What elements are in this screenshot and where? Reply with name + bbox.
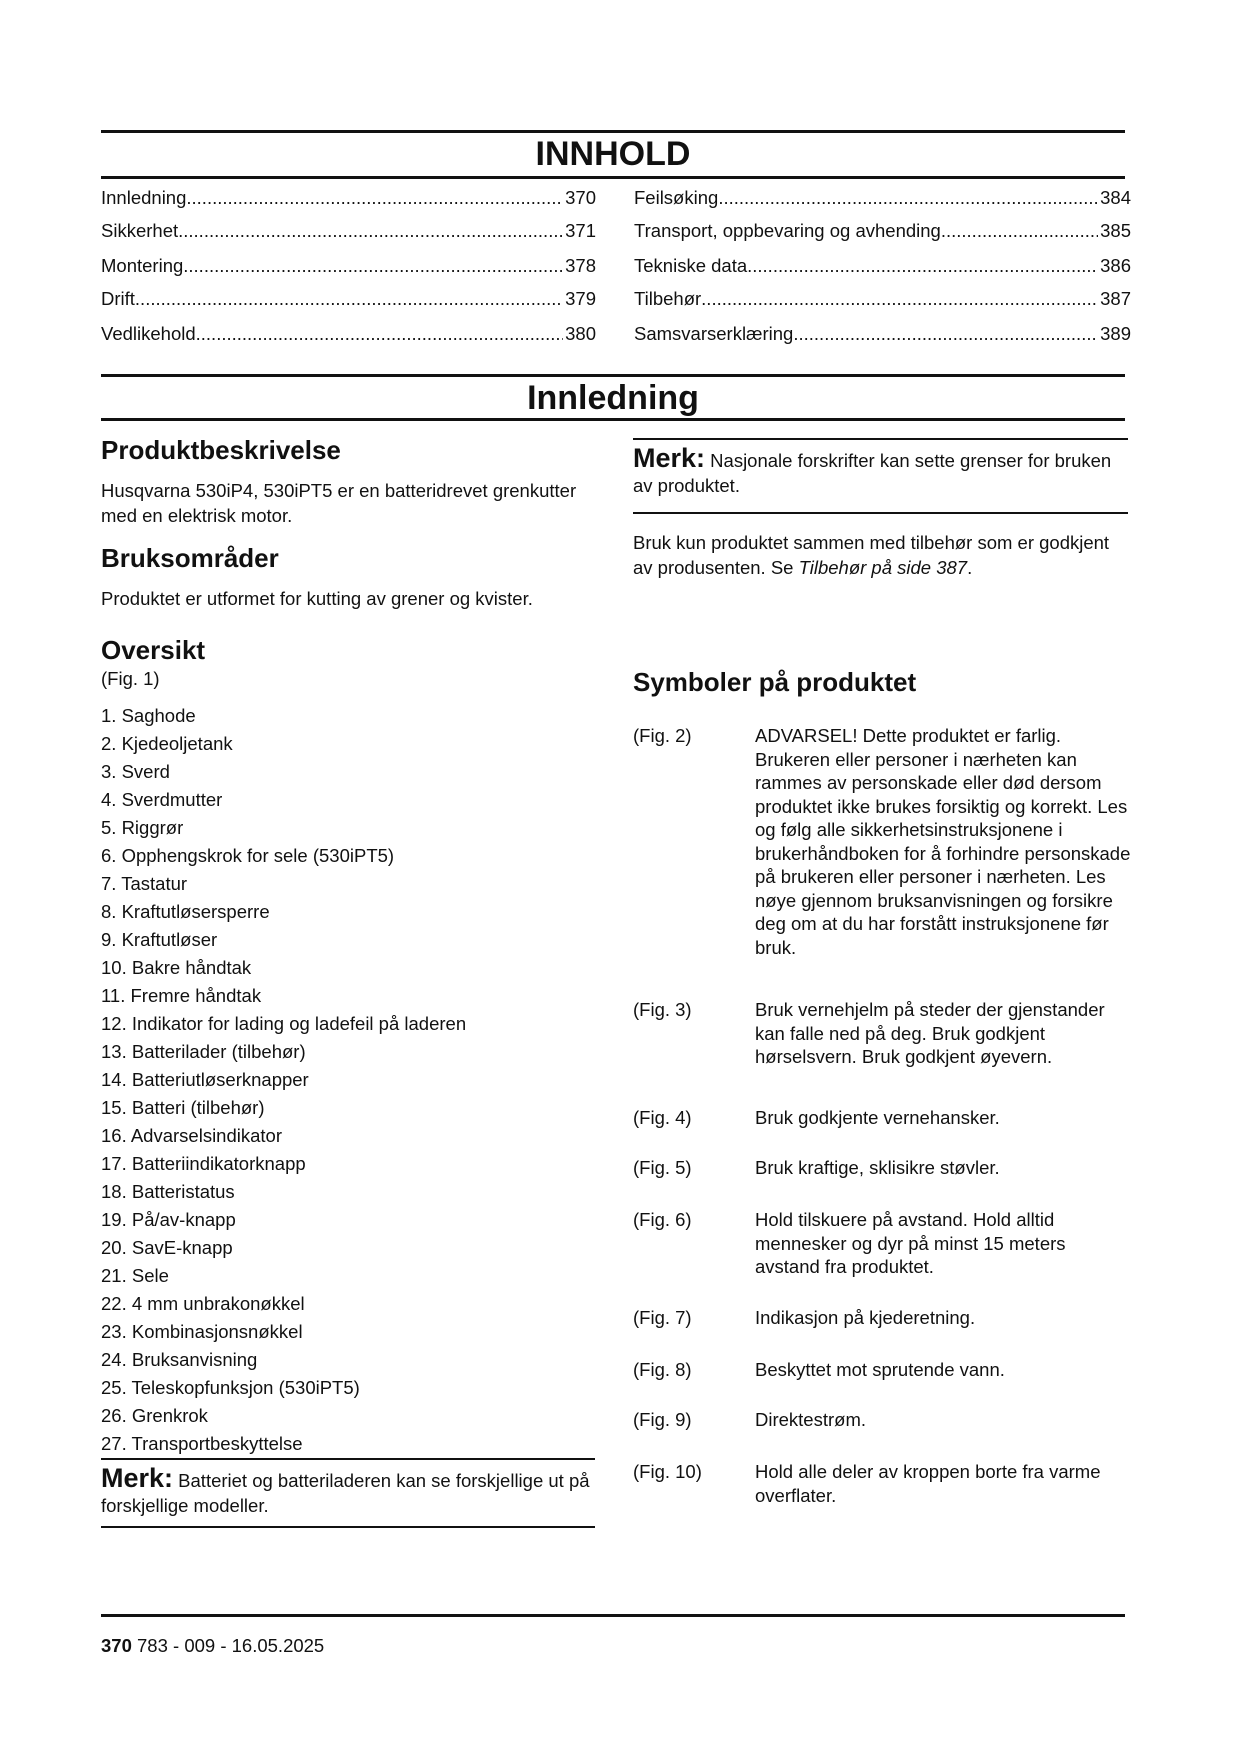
list-item: 22. 4 mm unbrakonøkkel [101,1293,305,1314]
battery-note [101,1463,595,1518]
toc-entry[interactable] [101,288,596,314]
list-item: 6. Opphengskrok for sele (530iPT5) [101,845,395,866]
toc-leader-dots [793,323,1098,345]
toc-leader-dots [178,220,563,242]
note-bottom-rule [101,1526,595,1528]
symbol-description: Bruk kraftige, sklisikre støvler. [755,1157,1000,1178]
page-footer [101,1634,324,1658]
parts-list [101,702,466,1458]
accessory-text [633,530,1128,580]
toc-entry-title: Vedlikehold [101,323,196,344]
symbol-description: Indikasjon på kjederetning. [755,1307,976,1328]
toc-entry[interactable] [634,323,1131,349]
list-item: 27. Transportbeskyttelse [101,1433,303,1454]
toc-entry-page: 387 [1100,288,1131,309]
list-item: 11. Fremre håndtak [101,985,262,1006]
toc-entry-page: 378 [565,255,596,276]
toc-leader-dots [941,220,1098,242]
toc-entry[interactable] [101,187,596,213]
toc-entry-title: Sikkerhet [101,220,179,241]
toc-entry[interactable] [634,255,1131,281]
symbol-fig-ref: (Fig. 6) [633,1209,692,1230]
list-item: 19. På/av-knapp [101,1209,236,1230]
symbol-fig-ref: (Fig. 2) [633,725,692,746]
toc-entry-page: 385 [1100,220,1131,241]
list-item: 20. SavE-knapp [101,1237,233,1258]
chapter-heading: Innledning [527,379,699,417]
list-item: 17. Batteriindikatorknapp [101,1153,306,1174]
symbol-description: Bruk vernehjelm på steder der gjenstander kan falle ned på deg. Bruk godkjent hørselsvern. Bruk godkjent øyevern. [755,999,1105,1067]
toc-entry-title: Transport, oppbevaring og avhending [634,220,941,241]
note-label: Merk: [633,443,706,473]
product-description-text: Husqvarna 530iP4, 530iPT5 er en batteridrevet grenkutter med en elektrisk motor. [101,480,577,526]
symbol-fig-ref: (Fig. 3) [633,999,692,1020]
regulations-note [633,443,1128,498]
symbol-fig-ref: (Fig. 7) [633,1307,692,1328]
list-item: 18. Batteristatus [101,1181,235,1202]
note-text: Batteriet og batteriladeren kan se forskjellige ut på forskjellige modeller. [101,1470,590,1516]
toc-heading-rule [101,176,1125,179]
usage-text: Produktet er utformet for kutting av grener og kvister. [101,588,533,609]
list-item: 4. Sverdmutter [101,789,223,810]
toc-entry[interactable] [634,288,1131,314]
usage-heading: Bruksområder [101,543,279,573]
toc-leader-dots [186,187,563,209]
chapter-bottom-rule [101,418,1125,421]
toc-entry-page: 370 [565,187,596,208]
list-item: 2. Kjedeoljetank [101,733,233,754]
note-label: Merk: [101,1463,174,1493]
list-item: 15. Batteri (tilbehør) [101,1097,265,1118]
accessory-link[interactable]: Tilbehør på side 387 [798,557,968,578]
list-item: 10. Bakre håndtak [101,957,252,978]
symbol-description: Beskyttet mot sprutende vann. [755,1359,1005,1380]
toc-entry[interactable] [101,323,596,349]
accessory-sentence: Bruk kun produktet sammen med tilbehør som er godkjent av produsenten. Se [633,532,1110,578]
list-item: 12. Indikator for lading og ladefeil på laderen [101,1013,467,1034]
overview-fig-ref: (Fig. 1) [101,668,160,689]
toc-entry[interactable] [101,220,596,246]
toc-heading: INNHOLD [535,135,691,173]
note-top-rule [101,1458,595,1460]
note-bottom-rule [633,512,1128,514]
toc-entry-title: Feilsøking [634,187,719,208]
toc-entry[interactable] [634,220,1131,246]
toc-entry-page: 371 [565,220,596,241]
toc-leader-dots [196,323,563,345]
list-item: 13. Batterilader (tilbehør) [101,1041,306,1062]
top-rule [101,130,1125,133]
symbol-description: Hold tilskuere på avstand. Hold alltid mennesker og dyr på minst 15 meters avstand fra produktet. [755,1209,1066,1277]
symbol-fig-ref: (Fig. 10) [633,1461,702,1482]
toc-entry-title: Tekniske data [634,255,748,276]
symbol-description: Bruk godkjente vernehansker. [755,1107,1000,1128]
list-item: 16. Advarselsindikator [101,1125,282,1146]
list-item: 3. Sverd [101,761,170,782]
symbol-description: Hold alle deler av kroppen borte fra varme overflater. [755,1461,1101,1506]
list-item: 23. Kombinasjonsnøkkel [101,1321,303,1342]
list-item: 1. Saghode [101,705,196,726]
toc-entry-title: Montering [101,255,184,276]
toc-leader-dots [747,255,1098,277]
list-item: 9. Kraftutløser [101,929,218,950]
symbol-fig-ref: (Fig. 8) [633,1359,692,1380]
toc-entry-title: Innledning [101,187,187,208]
toc-leader-dots [135,288,563,310]
list-item: 7. Tastatur [101,873,188,894]
note-top-rule [633,438,1128,440]
accessory-period: . [967,557,973,578]
symbols-heading: Symboler på produktet [633,667,917,697]
symbol-description: ADVARSEL! Dette produktet er farlig. Brukeren eller personer i nærheten kan rammes av personskade eller død dersom produktet ikke brukes forsiktig og korrekt. Les og følg alle sikkerhetsinstruksjonene i brukerhåndboken for å forhindre personskade på brukeren eller personer i nærheten. Les nøye gjennom bruksanvisningen og forsikre deg om at du har forstått instruksjonene før bruk. [755,725,1131,958]
toc-entry-title: Samsvarserklæring [634,323,794,344]
footer-rule [101,1614,1125,1617]
list-item: 8. Kraftutløsersperre [101,901,270,922]
symbol-description: Direktestrøm. [755,1409,866,1430]
chapter-top-rule [101,374,1125,377]
toc-entry-title: Drift [101,288,135,309]
list-item: 21. Sele [101,1265,169,1286]
toc-entry-page: 380 [565,323,596,344]
symbol-fig-ref: (Fig. 9) [633,1409,692,1430]
toc-leader-dots [718,187,1098,209]
list-item: 25. Teleskopfunksjon (530iPT5) [101,1377,360,1398]
symbol-fig-ref: (Fig. 5) [633,1157,692,1178]
document-id: 783 - 009 - 16.05.2025 [137,1635,325,1656]
symbol-fig-ref: (Fig. 4) [633,1107,692,1128]
page-number: 370 [101,1635,132,1656]
toc-entry-page: 384 [1100,187,1131,208]
product-description-heading: Produktbeskrivelse [101,435,341,465]
toc-leader-dots [183,255,563,277]
toc-entry[interactable] [634,187,1131,213]
list-item: 24. Bruksanvisning [101,1349,258,1370]
toc-entry-page: 386 [1100,255,1131,276]
note-text: Nasjonale forskrifter kan sette grenser for bruken av produktet. [633,450,1112,496]
toc-entry-page: 389 [1100,323,1131,344]
overview-heading: Oversikt [101,635,206,665]
toc-entry-title: Tilbehør [634,288,702,309]
list-item: 5. Riggrør [101,817,184,838]
toc-entry-page: 379 [565,288,596,309]
toc-entry[interactable] [101,255,596,281]
list-item: 26. Grenkrok [101,1405,208,1426]
list-item: 14. Batteriutløserknapper [101,1069,309,1090]
toc-leader-dots [701,288,1098,310]
